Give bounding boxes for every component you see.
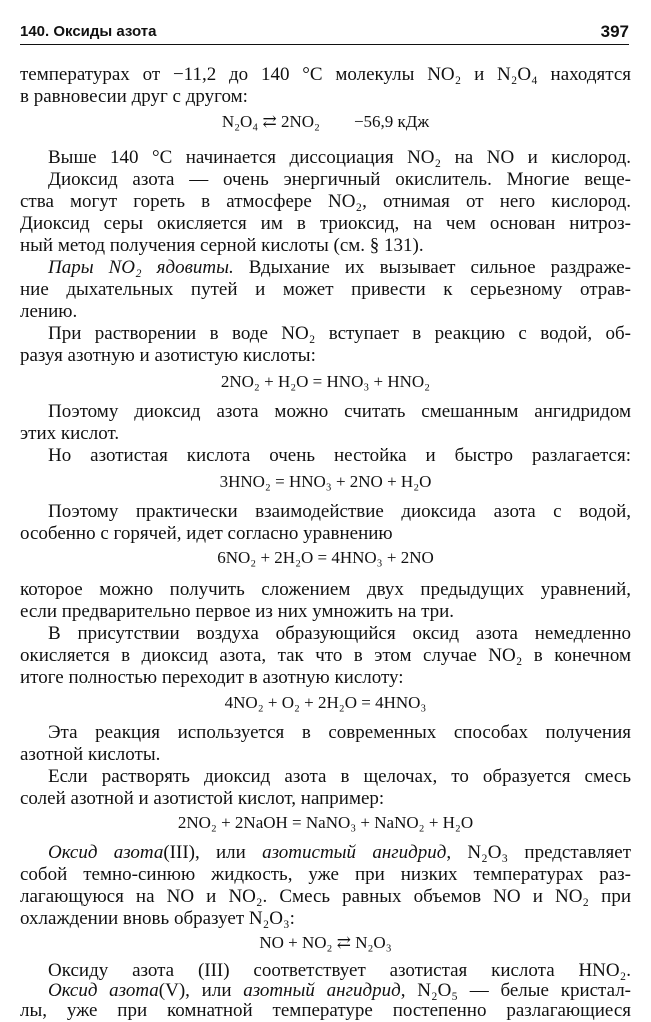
text-line: ный метод получения серной кислоты (см. § 131).	[20, 235, 424, 256]
text-line: Диоксид серы окисляется им в триоксид, на чем основан нитроз-	[20, 213, 631, 234]
text-line: солей азотной и азотистой кислот, например:	[20, 788, 385, 809]
text-line: этих кислот.	[20, 423, 120, 444]
text-line	[48, 257, 631, 279]
equation: 3HNO₂ = HNO₃ + 2NO + H₂O	[219, 472, 432, 491]
text-line: лению.	[20, 301, 78, 322]
equation-equilibrium: N₂O₄ ⇄ 2NO₂ −56,9 кДж	[221, 112, 430, 131]
chapter-title: 140. Оксиды азота	[20, 23, 157, 40]
text-span: , N₂O₅ — белые кристал-	[400, 980, 631, 1001]
equation-equilibrium: NO + NO₂ ⇄ N₂O₃	[259, 933, 392, 952]
text-line: в равновесии друг с другом:	[20, 86, 248, 107]
text-span: (V), или	[158, 980, 244, 1001]
italic-phrase: Пары NO₂ ядовиты.	[48, 257, 234, 278]
italic-phrase: азотистый ангидрид	[262, 842, 447, 863]
page-number: 397	[600, 22, 629, 41]
text-line: лы, уже при комнатной температуре постепенно разлагающиеся	[20, 1000, 631, 1021]
text-line: Если растворять диоксид азота в щелочах, то образуется смесь	[48, 766, 631, 787]
equation: 2NO₂ + H₂O = HNO₃ + HNO₂	[220, 372, 431, 391]
text-line: В присутствии воздуха образующийся оксид азота немедленно	[48, 623, 631, 644]
text-line: особенно с горячей, идет согласно уравнению	[20, 523, 393, 544]
text-line: разуя азотную и азотистую кислоты:	[20, 345, 316, 366]
text-line: Но азотистая кислота очень нестойка и быстро разлагается:	[48, 445, 631, 466]
text-span: (III), или	[163, 842, 263, 863]
text-line: окисляется в диоксид азота, так что в этом случае NO₂ в конечном	[20, 645, 631, 666]
text-line: Оксиду азота (III) соответствует азотистая кислота HNO₂.	[48, 960, 631, 981]
text-line: которое можно получить сложением двух предыдущих уравнений,	[20, 579, 631, 600]
text-span: Вдыхание их вызывает сильное раздраже-	[233, 257, 631, 278]
running-header	[20, 14, 629, 45]
text-line: если предварительно первое из них умножить на три.	[20, 601, 455, 622]
text-line: Выше 140 °С начинается диссоциация NO₂ на NO и кислород.	[48, 147, 631, 168]
text-line: Поэтому диоксид азота можно считать смешанным ангидридом	[48, 401, 631, 422]
italic-phrase: азотный ангидрид	[243, 980, 401, 1001]
italic-phrase: Оксид азота	[48, 842, 164, 863]
equation: 2NO₂ + 2NaOH = NaNO₃ + NaNO₂ + H₂O	[177, 813, 474, 832]
text-line: лагающуюся на NO и NO₂. Смесь равных объемов NO и NO₂ при	[20, 886, 631, 907]
text-line: итоге полностью переходит в азотную кислоту:	[20, 667, 404, 688]
text-line: Эта реакция используется в современных способах получения	[48, 722, 631, 743]
text-line: Диоксид азота — очень энергичный окислитель. Многие веще-	[48, 169, 631, 190]
text-line: Поэтому практически взаимодействие диоксида азота с водой,	[48, 501, 631, 522]
text-line: температурах от −11,2 до 140 °С молекулы NO₂ и N₂O₄ находятся	[20, 64, 631, 85]
text-line: ства могут гореть в атмосфере NO₂, отнимая от него кислород.	[20, 191, 631, 212]
text-line	[48, 842, 631, 864]
text-line: охлаждении вновь образует N₂O₃:	[20, 908, 295, 929]
text-span: , N₂O₃ представляет	[446, 842, 632, 863]
text-line: азотной кислоты.	[20, 744, 161, 765]
text-line: При растворении в воде NO₂ вступает в реакцию с водой, об-	[48, 323, 631, 344]
text-line	[48, 980, 631, 1002]
text-line: ние дыхательных путей и может привести к серьезному отрав-	[20, 279, 631, 300]
italic-phrase: Оксид азота	[48, 980, 159, 1001]
text-line: собой темно-синюю жидкость, уже при низких температурах раз-	[20, 864, 631, 885]
equation: 6NO₂ + 2H₂O = 4HNO₃ + 2NO	[217, 548, 434, 567]
equation: 4NO₂ + O₂ + 2H₂O = 4HNO₃	[224, 693, 427, 712]
